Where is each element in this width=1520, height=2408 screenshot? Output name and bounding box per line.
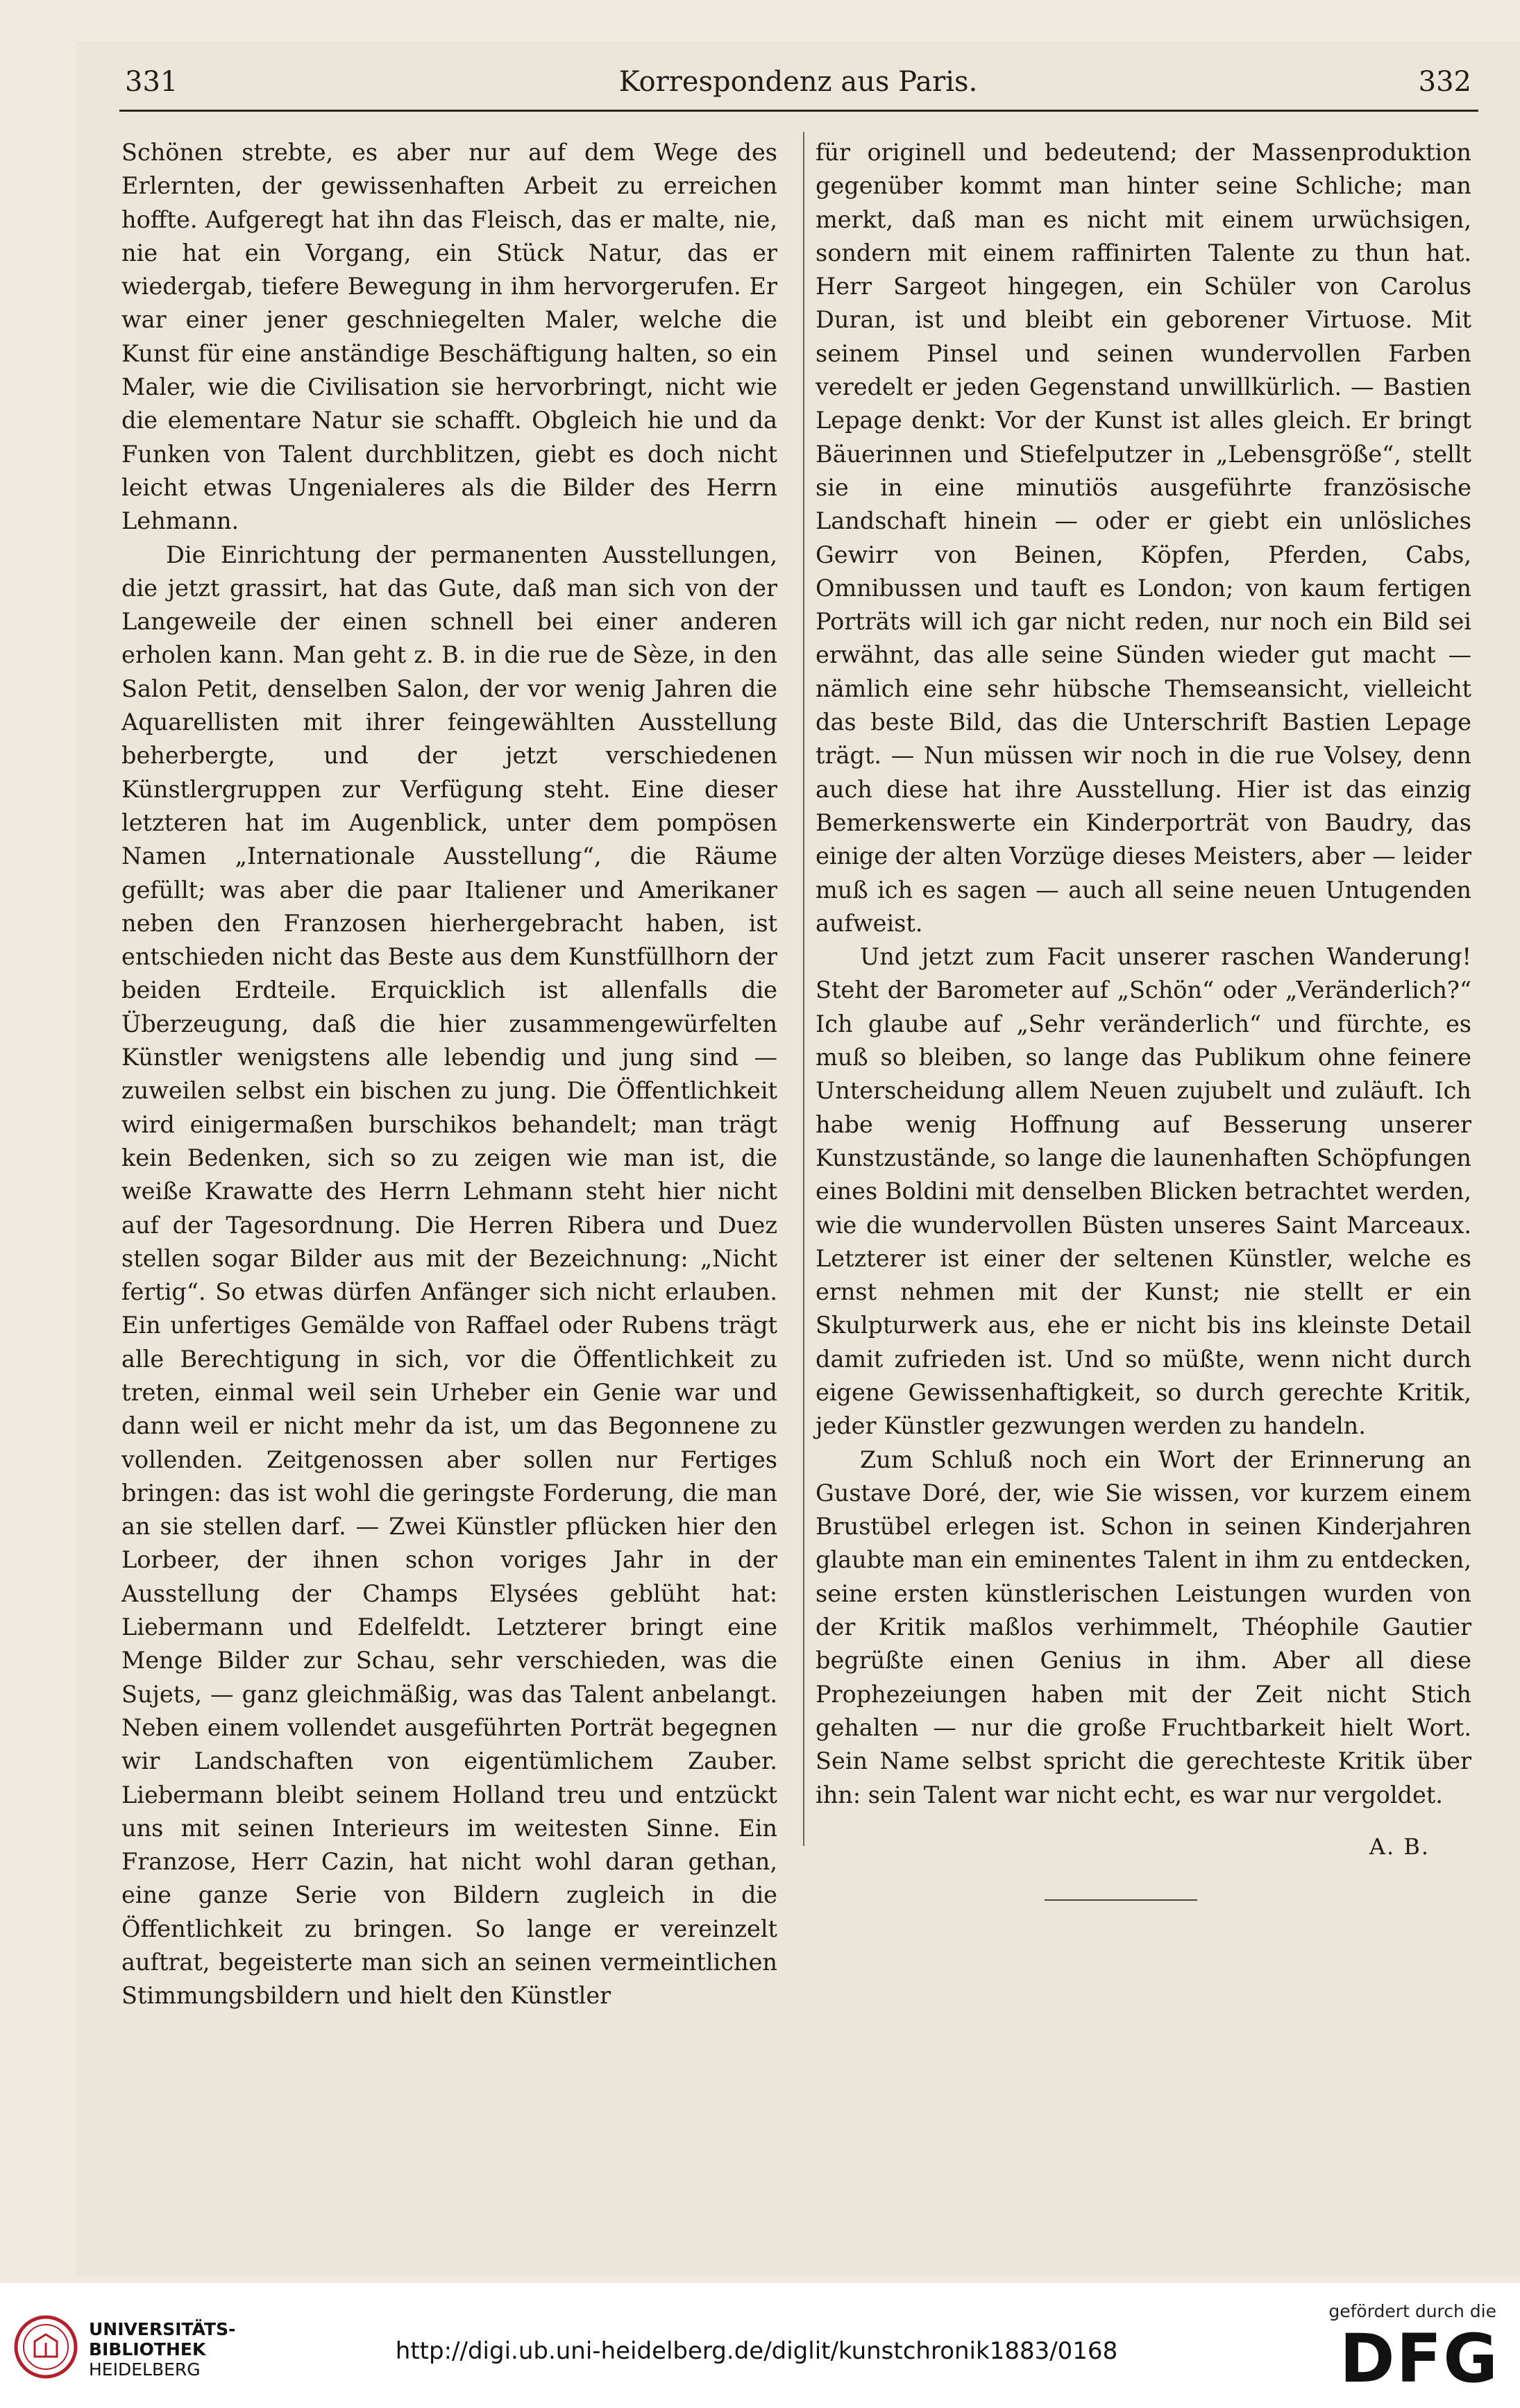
paragraph: Und jetzt zum Facit unserer raschen Wanderung! Steht der Barometer auf „Schön“ oder „Veränderlich?“ Ich glaube auf „Sehr veränderlich“ und fürchte, es muß so bleiben, so lange das Publikum ohne feinere Unterscheidung allem Neuen zujubelt und zuläuft. Ich habe wenig Hoffnung auf Besserung unserer Kunstzustände, so lange die launenhaften Schöpfungen eines Boldini mit denselben Blicken betrachtet werden, wie die wundervollen Büsten unseres Saint Marceaux. Letzterer ist einer der seltenen Künstler, welche es ernst nehmen mit der Kunst; nie stellt er ein Skulpturwerk aus, ehe er nicht bis ins kleinste Detail damit zufrieden ist. Und so müßte, wenn nicht durch eigene Gewissenhaftigkeit, so durch gerechte Kritik, jeder Künstler gezwungen werden zu handeln. [816, 943, 1471, 1440]
paragraph: Die Einrichtung der permanenten Ausstellungen, die jetzt grassirt, hat das Gute, daß man sich von der Langeweile der einen schnell bei einer anderen erholen kann. Man geht z. B. in die rue de Sèze, in den Salon Petit, denselben Salon, der vor wenig Jahren die Aquarellisten mit ihrer feingewählten Ausstellung beherbergte, und der jetzt verschiedenen Künstlergruppen zur Verfügung steht. Eine dieser letzteren hat im Augenblick, unter dem pompösen Namen „Internationale Ausstellung“, die Räume gefüllt; was aber die paar Italiener und Amerikaner neben den Franzosen hierhergebracht haben, ist entschieden nicht das Beste aus dem Kunstfüllhorn der beiden Erdteile. Erquicklich ist allenfalls die Überzeugung, daß die hier zusammengewürfelten Künstler wenigstens alle lebendig und jung sind — zuweilen selbst ein bischen zu jung. Die Öffentlichkeit wird einigermaßen burschikos behandelt; man trägt kein Bedenken, sich so zu zeigen wie man ist, die weiße Krawatte des Herrn Lehmann steht hier nicht auf der Tagesordnung. Die Herren Ribera und Duez stellen sogar Bilder aus mit der Bezeichnung: „Nicht fertig“. So etwas dürfen Anfänger sich nicht erlauben. Ein unfertiges Gemälde von Raffael oder Rubens trägt alle Berechtigung in sich, vor die Öffentlichkeit zu treten, einmal weil sein Urheber ein Genie war und dann weil er nicht mehr da ist, um das Begonnene zu vollenden. Zeitgenossen aber sollen nur Fertiges bringen: das ist wohl die geringste Forderung, die man an sie stellen darf. — Zwei Künstler pflücken hier den Lorbeer, der ihnen schon voriges Jahr in der Ausstellung der Champs Elysées geblüht hat: Liebermann und Edelfeldt. Letzterer bringt eine Menge Bilder zur Schau, sehr verschieden, was die Sujets, — ganz gleichmäßig, was das Talent anbelangt. Neben einem vollendet ausgeführten Porträt begegnen wir Landschaften von eigentümlichem Zauber. Liebermann bleibt seinem Holland treu und entzückt uns mit seinen Interieurs im weitesten Sinne. Ein Franzose, Herr Cazin, hat nicht wohl daran gethan, eine ganze Serie von Bildern zugleich in die Öffentlichkeit zu bringen. So lange er vereinzelt auftrat, begeisterte man sich an seinen vermeintlichen Stimmungsbildern und hielt den Künstler [121, 541, 777, 2010]
right-column [816, 136, 1471, 1901]
funder-logo[interactable] [1312, 2301, 1499, 2405]
university-seal-icon [14, 2315, 78, 2379]
header-rule [119, 110, 1478, 112]
running-title: Korrespondenz aus Paris. [618, 66, 978, 98]
library-name-line3: HEIDELBERG [89, 2359, 201, 2380]
source-url-link[interactable]: http://digi.ub.uni-heidelberg.de/diglit/kunstchronik1883/0168 [395, 2337, 1118, 2365]
digitization-footer [0, 2283, 1520, 2408]
library-name-line2: BIBLIOTHEK [89, 2339, 206, 2359]
paragraph: für originell und bedeutend; der Massenproduktion gegenüber kommt man hinter seine Schliche; man merkt, daß man es nicht mit einem urwüchsigen, sondern mit einem raffinirten Talente zu thun hat. Herr Sargeot hingegen, ein Schüler von Carolus Duran, ist und bleibt ein geborener Virtuose. Mit seinem Pinsel und seinen wundervollen Farben veredelt er jeden Gegenstand unwillkürlich. — Bastien Lepage denkt: Vor der Kunst ist alles gleich. Er bringt Bäuerinnen und Stiefelputzer in „Lebensgröße“, stellt sie in eine minutiös ausgeführte französische Landschaft hinein — oder er giebt ein unlösliches Gewirr von Beinen, Köpfen, Pferden, Cabs, Omnibussen und tauft es London; von kaum fertigen Porträts will ich gar nicht reden, nur noch ein Bild sei erwähnt, das alle seine Sünden wieder gut macht — nämlich eine sehr hübsche Themseansicht, vielleicht das beste Bild, das die Unterschrift Bastien Lepage trägt. — Nun müssen wir noch in die rue Volsey, denn auch diese hat ihre Ausstellung. Hier ist das einzig Bemerkenswerte ein Kinderporträt von Baudry, das einige der alten Vorzüge dieses Meisters, aber — leider muß ich es sagen — auch all seine neuen Untugenden aufweist. [816, 139, 1471, 937]
column-divider [803, 132, 804, 1846]
author-signature: A. B. [1369, 1833, 1430, 1860]
end-rule [1045, 1899, 1197, 1901]
library-name-line1: UNIVERSITÄTS- [89, 2319, 236, 2339]
page-number-left: 331 [125, 66, 178, 98]
dfg-logo-text: DFG [1339, 2320, 1499, 2398]
library-logo[interactable] [14, 2311, 305, 2387]
funded-by-label: gefördert durch die [1328, 2301, 1496, 2321]
left-column [121, 136, 777, 2013]
page-number-right: 332 [1418, 66, 1471, 98]
paragraph: Schönen strebte, es aber nur auf dem Wege des Erlernten, der gewissenhaften Arbeit zu erreichen hoffte. Aufgeregt hat ihn das Fleisch, das er malte, nie, nie hat ein Vorgang, ein Stück Natur, das er wiedergab, tiefere Bewegung in ihm hervorgerufen. Er war einer jener geschniegelten Maler, welche die Kunst für eine anständige Beschäftigung halten, so ein Maler, wie die Civilisation sie hervorbringt, nicht wie die elementare Natur sie schafft. Obgleich hie und da Funken von Talent durchblitzen, giebt es doch nicht leicht etwas Ungenialeres als die Bilder des Herrn Lehmann. [121, 139, 777, 535]
running-header [125, 61, 1471, 103]
paragraph: Zum Schluß noch ein Wort der Erinnerung an Gustave Doré, der, wie Sie wissen, vor kurzem einem Brustübel erlegen ist. Schon in seinen Kinderjahren glaubte man ein eminentes Talent in ihm zu entdecken, seine ersten künstlerischen Leistungen wurden von der Kritik maßlos verhimmelt, Théophile Gautier begrüßte einen Genius in ihm. Aber all diese Prophezeiungen haben mit der Zeit nicht Stich gehalten — nur die große Fruchtbarkeit hielt Wort. Sein Name selbst spricht die gerechteste Kritik über ihn: sein Talent war nicht echt, es war nur vergoldet. [816, 1445, 1471, 1808]
